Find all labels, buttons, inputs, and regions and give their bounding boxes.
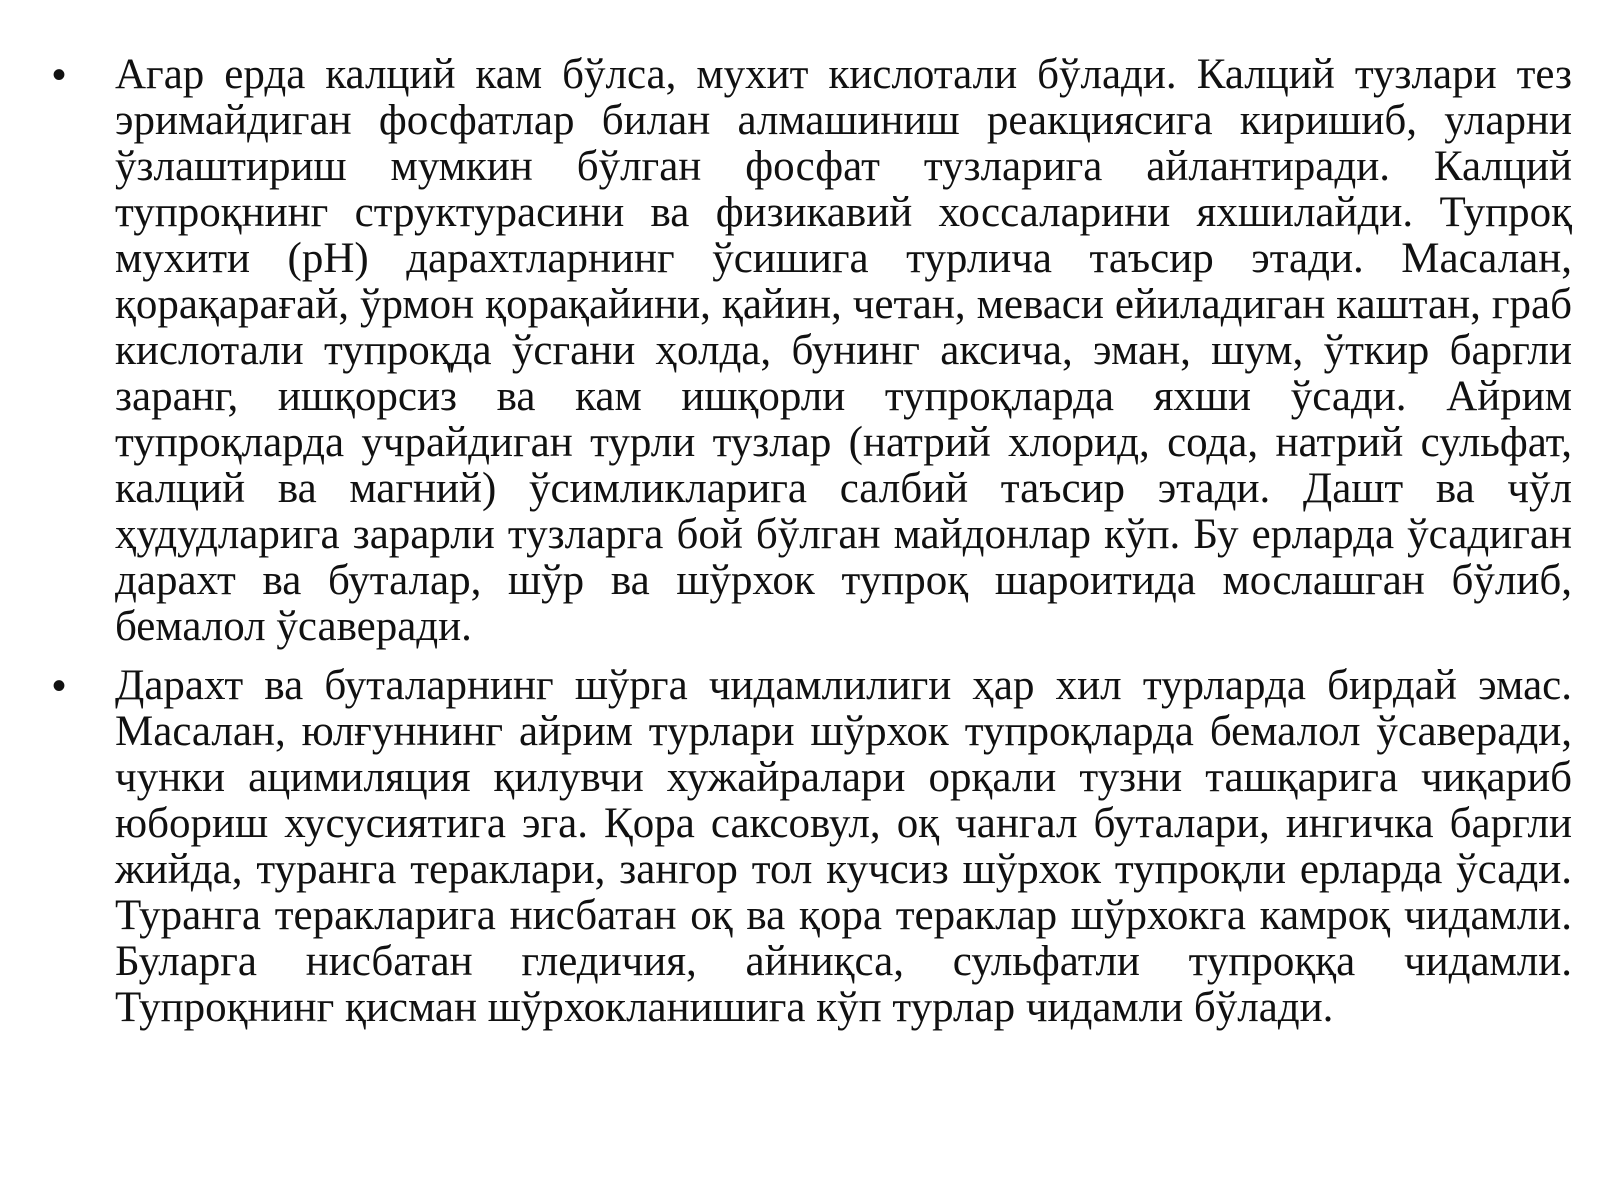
bullet-dot-icon: •	[52, 53, 67, 97]
bullet-list	[52, 52, 1572, 1044]
paragraph-text: Дарахт ва буталарнинг шўрга чидамлилиги ҳар хил турларда бирдай эмас. Масалан, юлғуннинг айрим турлари шўрхок тупроқларда бемалол ўсаверади, чунки ацимиляция қилувчи хужайралари орқали тузни ташқарига чиқариб юбориш хусусиятига эга. Қора саксовул, оқ чангал буталари, ингичка баргли жийда, туранга тераклари, зангор тол кучсиз шўрхок тупроқли ерларда ўсади. Туранга теракларига нисбатан оқ ва қора тераклар шўрхокга камроқ чидамли. Буларга нисбатан гледичия, айниқса, сульфатли тупроққа чидамли. Тупроқнинг қисман шўрхокланишига кўп турлар чидамли бўлади.	[115, 662, 1572, 1031]
paragraph-text: Агар ерда калций кам бўлса, мухит кислотали бўлади. Калций тузлари тез эримайдиган фосфатлар билан алмашиниш реакциясига киришиб, уларни ўзлаштириш мумкин бўлган фосфат тузларига айлантиради. Калций тупроқнинг структурасини ва физикавий хоссаларини яхшилайди. Тупроқ мухити (рН) дарахтларнинг ўсишига турлича таъсир этади. Масалан, қорақарағай, ўрмон қорақайини, қайин, четан, меваси ейиладиган каштан, граб кислотали тупроқда ўсгани ҳолда, бунинг аксича, эман, шум, ўткир баргли заранг, ишқорсиз ва кам ишқорли тупроқларда яхши ўсади. Айрим тупроқларда учрайдиган турли тузлар (натрий хлорид, сода, натрий сульфат, калций ва магний) ўсимликларига салбий таъсир этади. Дашт ва чўл ҳудудларига зарарли тузларга бой бўлган майдонлар кўп. Бу ерларда ўсадиган дарахт ва буталар, шўр ва шўрхок тупроқ шароитида мослашган бўлиб, бемалол ўсаверади.	[115, 51, 1572, 650]
bullet-dot-icon: •	[52, 664, 67, 708]
list-item	[52, 663, 1572, 1031]
list-item	[52, 52, 1572, 650]
